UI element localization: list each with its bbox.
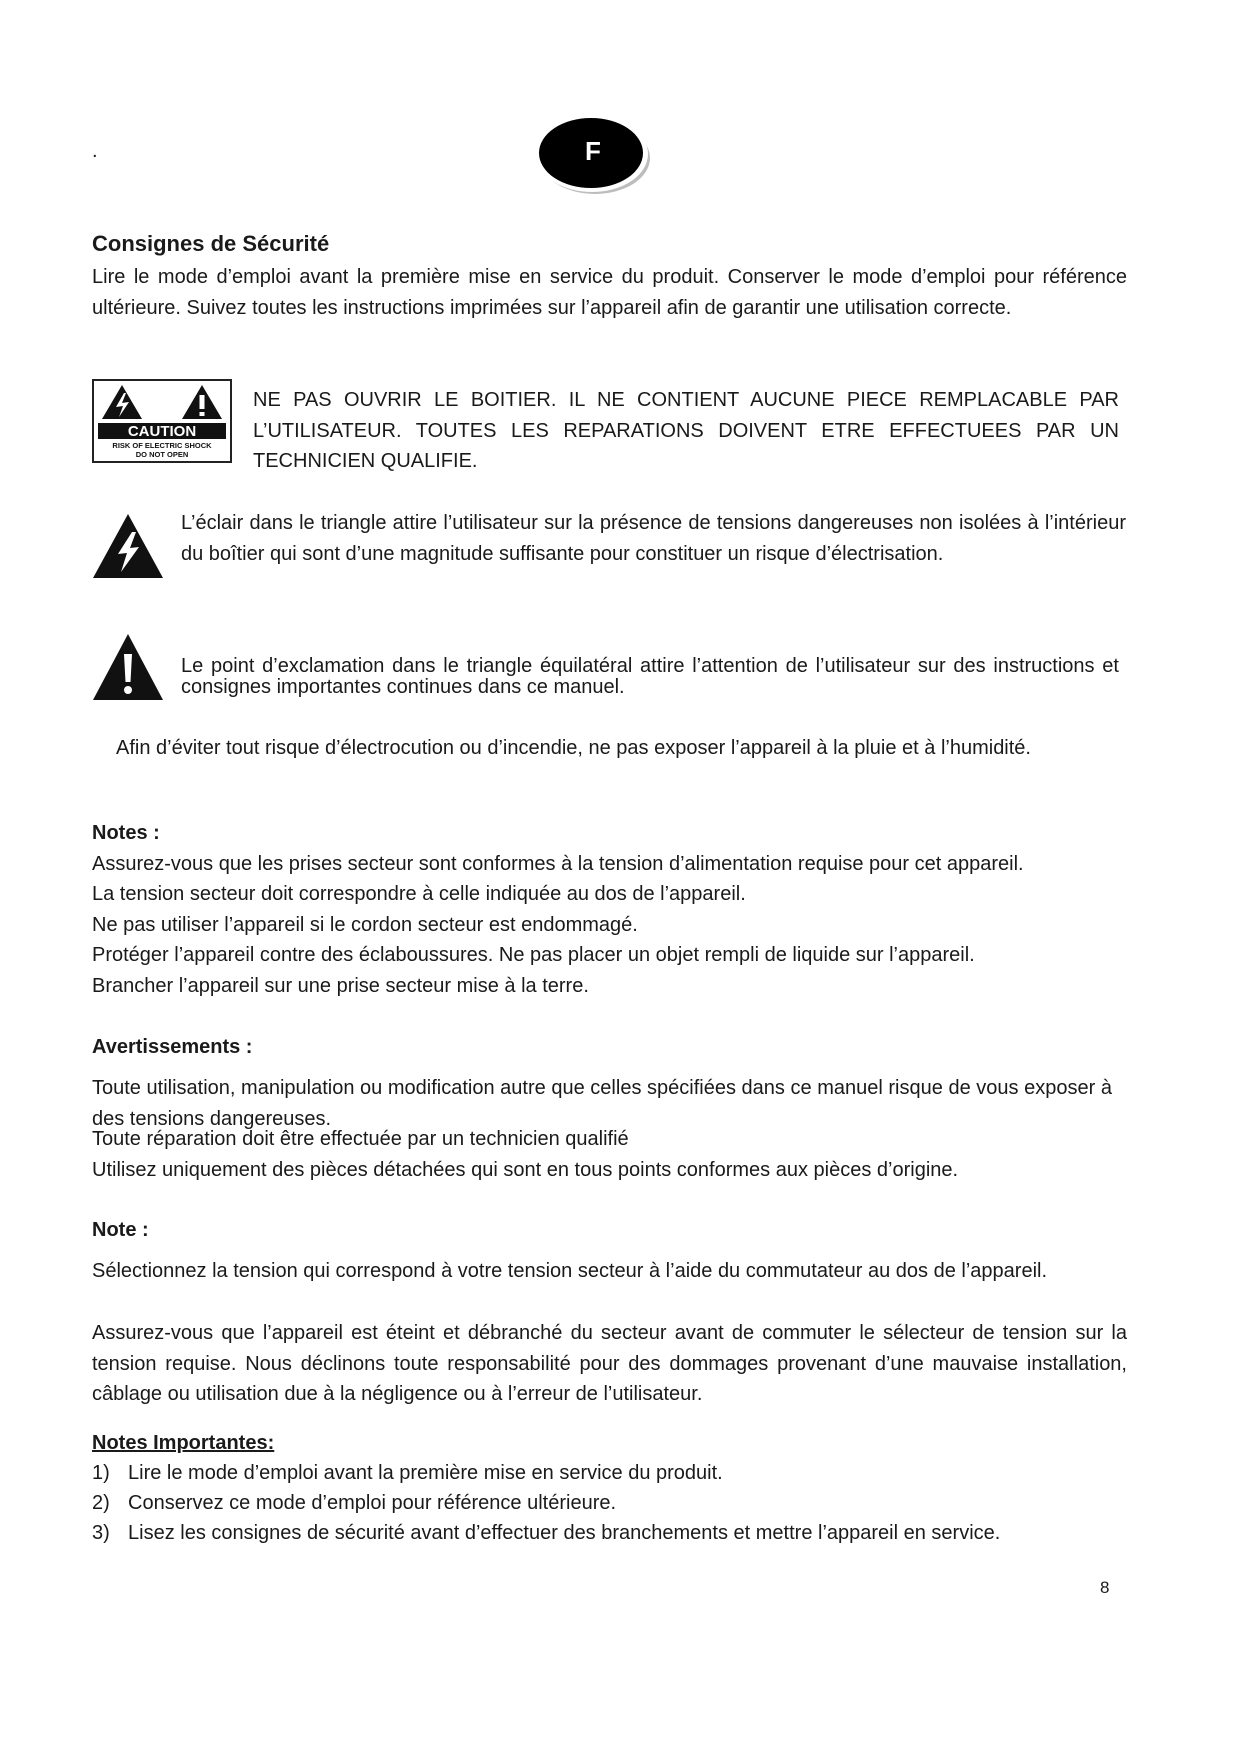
language-badge-letter: F xyxy=(585,136,601,166)
rain-humidity-paragraph: Afin d’éviter tout risque d’électrocution ou d’incendie, ne pas exposer l’appareil à la pluie et à l’humidité. xyxy=(116,737,1031,759)
warnings-line: Toute réparation doit être effectuée par un technicien qualifié xyxy=(92,1128,629,1150)
notes-line: Protéger l’appareil contre des éclaboussures. Ne pas placer un objet rempli de liquide sur l’appareil. xyxy=(92,944,975,966)
note-label: Note : xyxy=(92,1219,149,1241)
section-title: Consignes de Sécurité xyxy=(92,231,330,256)
list-item-number: 1) xyxy=(92,1462,110,1484)
warnings-label: Avertissements : xyxy=(92,1036,253,1058)
lightning-paragraph: L’éclair dans le triangle attire l’utilisateur sur la présence de tensions dangereuses non isolées à l’intérieur du boîtier qui sont d’une magnitude suffisante pour constituer un risque d’électrisation. xyxy=(181,512,1126,565)
caution-label-title: CAUTION xyxy=(127,423,197,440)
list-item-text: Lisez les consignes de sécurité avant d’effectuer des branchements et mettre l’appareil en service. xyxy=(128,1522,1001,1544)
exclamation-paragraph: Le point d’exclamation dans le triangle équilatéral attire l’attention de l’utilisateur sur des instructions et consignes importantes continues dans ce manuel. xyxy=(181,655,1119,698)
notes-line: Ne pas utiliser l’appareil si le cordon secteur est endommagé. xyxy=(92,914,638,936)
caution-paragraph: NE PAS OUVRIR LE BOITIER. IL NE CONTIENT AUCUNE PIECE REMPLACABLE PAR L’UTILISATEUR. TOUTES LES REPARATIONS DOIVENT ETRE EFFECTUEES PAR UN TECHNICIEN QUALIFIE. xyxy=(253,389,1119,472)
caution-label-icon xyxy=(92,379,232,463)
list-item-text: Conservez ce mode d’emploi pour référence ultérieure. xyxy=(128,1492,617,1514)
note-paragraph-voltage: Sélectionnez la tension qui correspond à votre tension secteur à l’aide du commutateur au dos de l’appareil. xyxy=(92,1260,1048,1282)
note-paragraph-disclaimer: Assurez-vous que l’appareil est éteint et débranché du secteur avant de commuter le sélecteur de tension sur la tension requise. Nous déclinons toute responsabilité pour des dommages provenant d’une mauvaise installation, câblage ou utilisation due à la négligence ou à l’erreur de l’utilisateur. xyxy=(92,1322,1127,1405)
list-item-text: Lire le mode d’emploi avant la première mise en service du produit. xyxy=(128,1462,723,1484)
list-item-number: 3) xyxy=(92,1522,110,1544)
caution-label-line1: RISK OF ELECTRIC SHOCK xyxy=(112,441,212,450)
notes-line: Brancher l’appareil sur une prise secteur mise à la terre. xyxy=(92,975,589,997)
intro-paragraph: Lire le mode d’emploi avant la première mise en service du produit. Conserver le mode d’emploi pour référence ultérieure. Suivez toutes les instructions imprimées sur l’appareil afin de garantir une utilisation correcte. xyxy=(92,266,1127,319)
page-number: 8 xyxy=(1100,1578,1110,1597)
stray-dot: . xyxy=(92,140,98,162)
caution-label xyxy=(92,379,232,463)
important-list-item xyxy=(92,1522,1000,1545)
notes-line: La tension secteur doit correspondre à celle indiquée au dos de l’appareil. xyxy=(92,883,746,905)
exclamation-warning-icon xyxy=(92,632,164,702)
notes-line: Assurez-vous que les prises secteur sont conformes à la tension d’alimentation requise pour cet appareil. xyxy=(92,853,1024,875)
list-item-number: 2) xyxy=(92,1492,110,1514)
notes-label: Notes : xyxy=(92,822,160,844)
lightning-warning-icon xyxy=(92,512,164,580)
warnings-line: Utilisez uniquement des pièces détachées qui sont en tous points conformes aux pièces d’origine. xyxy=(92,1159,959,1181)
caution-label-line2: DO NOT OPEN xyxy=(135,450,189,459)
important-list-item xyxy=(92,1462,723,1485)
important-notes-label: Notes Importantes: xyxy=(92,1432,275,1454)
warnings-paragraph: Toute utilisation, manipulation ou modification autre que celles spécifiées dans ce manuel risque de vous exposer à des tensions dangereuses. xyxy=(92,1077,1112,1130)
important-list-item xyxy=(92,1492,616,1515)
